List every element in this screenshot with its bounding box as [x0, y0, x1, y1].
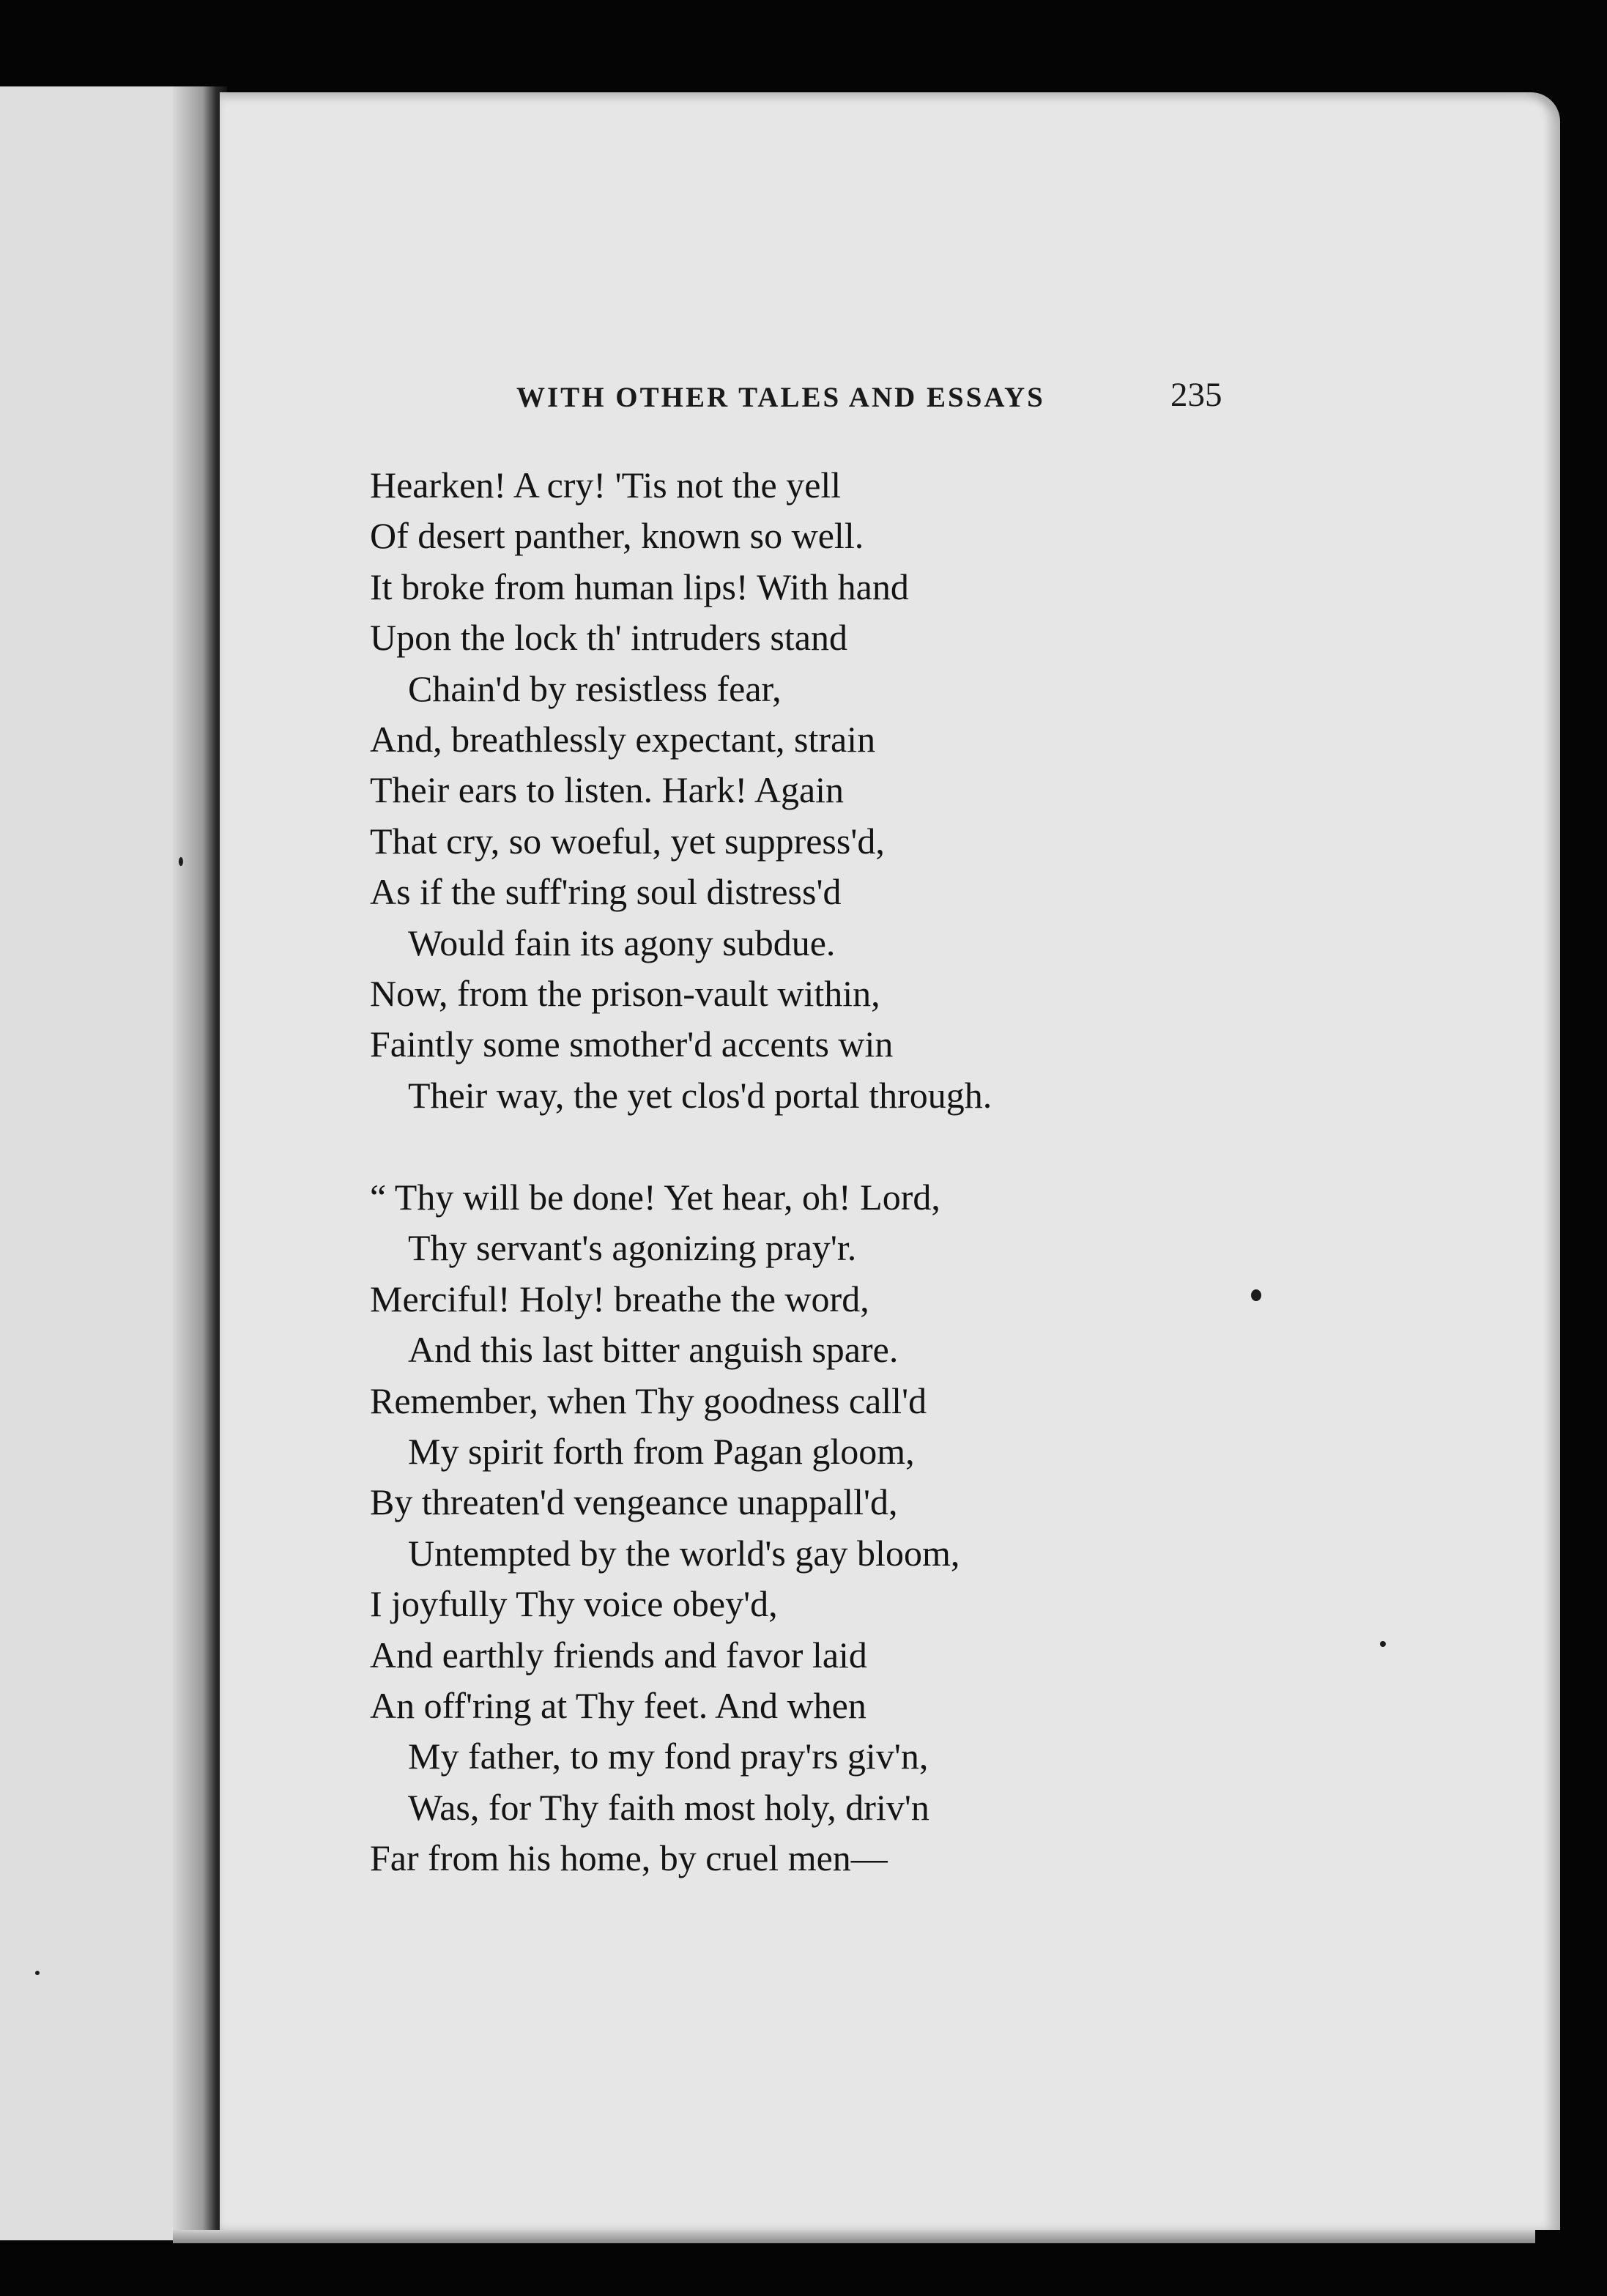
poem-text	[370, 460, 992, 1884]
poem-line: My father, to my fond pray'rs giv'n,	[408, 1736, 929, 1777]
ink-speck	[179, 857, 183, 866]
ink-speck	[1380, 1641, 1386, 1647]
page-number: 235	[1170, 376, 1222, 414]
poem-line: “ Thy will be done! Yet hear, oh! Lord,	[370, 1177, 940, 1218]
poem-line: I joyfully Thy voice obey'd,	[370, 1583, 778, 1625]
poem-line: Merciful! Holy! breathe the word,	[370, 1278, 869, 1319]
poem-line: And, breathlessly expectant, strain	[370, 718, 876, 760]
poem-line: It broke from human lips! With hand	[370, 566, 909, 607]
running-head: WITH OTHER TALES AND ESSAYS	[516, 382, 1045, 413]
poem-line: An off'ring at Thy feet. And when	[370, 1684, 866, 1726]
poem-line: Far from his home, by cruel men—	[370, 1837, 888, 1879]
poem-line: Faintly some smother'd accents win	[370, 1023, 894, 1065]
stanza	[370, 460, 992, 1121]
poem-line: Hearken! A cry! 'Tis not the yell	[370, 464, 842, 506]
poem-line: My spirit forth from Pagan gloom,	[408, 1431, 915, 1473]
poem-line: Thy servant's agonizing pray'r.	[408, 1227, 857, 1269]
poem-line: Remember, when Thy goodness call'd	[370, 1380, 927, 1421]
poem-line: That cry, so woeful, yet suppress'd,	[370, 820, 885, 862]
poem-line: Chain'd by resistless fear,	[408, 667, 782, 709]
poem-line: By threaten'd vengeance unappall'd,	[370, 1481, 898, 1523]
poem-line: And this last bitter anguish spare.	[408, 1329, 899, 1371]
poem-line: Untempted by the world's gay bloom,	[408, 1532, 960, 1574]
stanza-break	[370, 1121, 992, 1172]
poem-line: Upon the lock th' intruders stand	[370, 617, 847, 659]
poem-line: Of desert panther, known so well.	[370, 515, 864, 557]
ink-speck	[1251, 1289, 1261, 1301]
ink-speck	[35, 1971, 40, 1975]
poem-line: Now, from the prison-vault within,	[370, 972, 880, 1014]
poem-line: Their ears to listen. Hark! Again	[370, 769, 845, 811]
poem-line: Would fain its agony subdue.	[408, 922, 836, 963]
book-spine-shadow	[173, 86, 227, 2240]
poem-line: Their way, the yet clos'd portal through.	[408, 1074, 992, 1116]
stanza	[370, 1172, 992, 1884]
poem-line: And earthly friends and favor laid	[370, 1634, 867, 1675]
poem-line: As if the suff'ring soul distress'd	[370, 871, 842, 913]
poem-line: Was, for Thy faith most holy, driv'n	[408, 1786, 929, 1828]
page-bottom-edge	[173, 2230, 1535, 2243]
